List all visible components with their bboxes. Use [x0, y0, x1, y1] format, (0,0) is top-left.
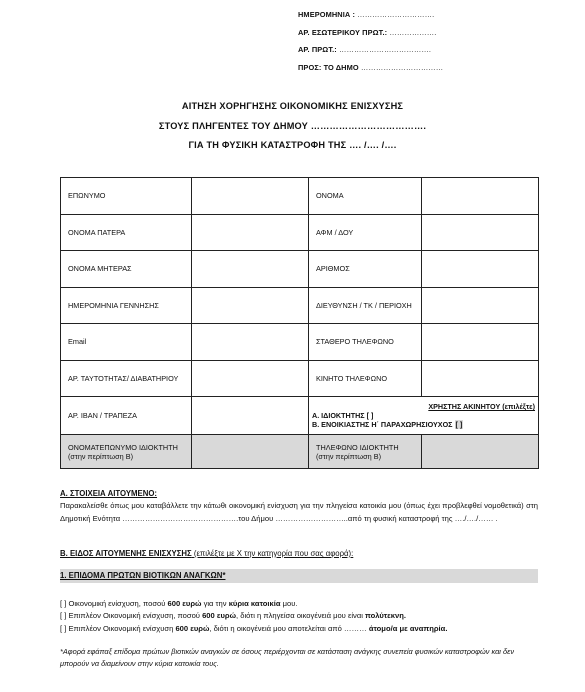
iban-label: ΑΡ. ΙΒΑΝ / ΤΡΑΠΕΖΑ: [61, 397, 192, 435]
table-row: [61, 251, 539, 288]
afm-field[interactable]: [422, 214, 539, 251]
document-title-line2: ΣΤΟΥΣ ΠΛΗΓΕΝΤΕΣ ΤΟΥ ΔΗΜΟΥ ……………………………….: [158, 121, 427, 131]
table-row: [61, 287, 539, 324]
birth-date-label: ΗΜΕΡΟΜΗΝΙΑ ΓΕΝΝΗΣΗΣ: [61, 287, 192, 324]
recipient-label: ΠΡΟΣ: ΤΟ ΔΗΜΟ: [298, 63, 359, 72]
category-1-option-1[interactable]: [60, 599, 298, 608]
document-title-line3: ΓΙΑ ΤΗ ΦΥΣΙΚΗ ΚΑΤΑΣΤΡΟΦΗ ΤΗΣ …. /…. /….: [188, 140, 397, 150]
recipient-value[interactable]: ……………………………: [360, 63, 444, 72]
option-tenant-label: Β. ΕΝΟΙΚΙΑΣΤΗΣ Η΄ ΠΑΡΑΧΩΡΗΣΙΟΥΧΟΣ: [312, 420, 453, 429]
owner-phone-label: [309, 435, 422, 469]
protocol-label: ΑΡ. ΠΡΩΤ.:: [298, 45, 337, 54]
address-label: ΔΙΕΥΘΥΝΣΗ / ΤΚ / ΠΕΡΙΟΧΗ: [309, 287, 422, 324]
option-owner-checkbox[interactable]: [ ]: [366, 411, 374, 420]
id-number-label: ΑΡ. ΤΑΥΤΟΤΗΤΑΣ/ ΔΙΑΒΑΤΗΡΙΟΥ: [61, 360, 192, 397]
name-field[interactable]: [422, 178, 539, 215]
mobile-label: ΚΙΝΗΤΟ ΤΗΛΕΦΩΝΟ: [309, 360, 422, 397]
table-row: [61, 324, 539, 361]
option-3-mid: , διότι η οικογένειά μου αποτελείται από ………: [209, 624, 369, 633]
option-1-amount: 600 ευρώ: [167, 599, 202, 608]
mother-name-field[interactable]: [192, 251, 309, 288]
section-b-heading: [60, 549, 353, 558]
option-owner-label: Α. ΙΔΙΟΚΤΗΤΗΣ: [312, 411, 365, 420]
option-3-text: [ ] Επιπλέον Οικονομική ενίσχυση: [60, 624, 176, 633]
option-1-end: μου.: [280, 599, 298, 608]
number-label: ΑΡΙΘΜΟΣ: [309, 251, 422, 288]
category-1-heading: 1. ΕΠΙΔΟΜΑ ΠΡΩΤΩΝ ΒΙΟΤΙΚΩΝ ΑΝΑΓΚΩΝ*: [60, 569, 538, 583]
option-2-amount: 600 ευρώ: [202, 611, 236, 620]
father-name-field[interactable]: [192, 214, 309, 251]
father-name-label: ΟΝΟΜΑ ΠΑΤΕΡΑ: [61, 214, 192, 251]
landline-field[interactable]: [422, 324, 539, 361]
surname-field[interactable]: [192, 178, 309, 215]
protocol-value[interactable]: ……………………………….: [339, 45, 432, 54]
email-field[interactable]: [192, 324, 309, 361]
owner-fullname-label-line1: ΟΝΟΜΑΤΕΠΩΝΥΜΟ ΙΔΙΟΚΤΗΤΗ: [68, 442, 178, 452]
owner-fullname-label: [61, 435, 192, 469]
internal-protocol-line: [298, 28, 436, 37]
id-number-field[interactable]: [192, 360, 309, 397]
date-label: ΗΜΕΡΟΜΗΝΙΑ :: [298, 10, 356, 19]
property-user-cell: [309, 397, 539, 435]
internal-protocol-value[interactable]: ……………….: [389, 28, 437, 37]
category-1-option-3[interactable]: [60, 624, 447, 633]
category-1-option-2[interactable]: [60, 611, 406, 620]
owner-phone-label-line2: (στην περίπτωση Β): [316, 451, 382, 461]
internal-protocol-label: ΑΡ. ΕΣΩΤΕΡΙΚΟΥ ΠΡΩΤ.:: [298, 28, 388, 37]
table-row: [61, 360, 539, 397]
option-3-bold: άτομο/α με αναπηρία.: [368, 624, 448, 633]
table-row: [61, 435, 539, 469]
document-title-line1: ΑΙΤΗΣΗ ΧΟΡΗΓΗΣΗΣ ΟΙΚΟΝΟΜΙΚΗΣ ΕΝΙΣΧΥΣΗΣ: [181, 101, 404, 111]
mobile-field[interactable]: [422, 360, 539, 397]
category-1-footnote: *Αφορά εφάπαξ επίδομα πρώτων βιοτικών αναγκών σε όσους περιέρχονται σε κατάσταση ανάγκης συνεπεία φυσικών καταστροφών και δεν μπορούν να διαμείνουν στην κύρια κατοικία τους.: [60, 647, 515, 668]
number-field[interactable]: [422, 251, 539, 288]
applicant-form-table: [60, 177, 539, 469]
option-2-text: [ ] Επιπλέον Οικονομική ενίσχυση, ποσού: [60, 611, 203, 620]
owner-phone-label-line1: ΤΗΛΕΦΩΝΟ ΙΔΙΟΚΤΗΤΗ: [316, 442, 399, 452]
birth-date-field[interactable]: [192, 287, 309, 324]
section-a-heading: Α. ΣΤΟΙΧΕΙΑ ΑΙΤΟΥΜΕΝΟ:: [60, 489, 158, 498]
protocol-line: [298, 45, 431, 54]
date-value[interactable]: ………………………….: [357, 10, 435, 19]
date-line: [298, 10, 434, 19]
landline-label: ΣΤΑΘΕΡΟ ΤΗΛΕΦΩΝΟ: [309, 324, 422, 361]
owner-fullname-field[interactable]: [192, 435, 309, 469]
afm-label: ΑΦΜ / ΔΟΥ: [309, 214, 422, 251]
table-row: [61, 178, 539, 215]
option-2-bold: πολύτεκνη.: [365, 611, 406, 620]
option-owner[interactable]: [312, 411, 538, 420]
option-tenant-checkbox[interactable]: [ ]: [455, 420, 463, 429]
option-1-bold: κύρια κατοικία: [228, 599, 281, 608]
option-1-mid: για την: [201, 599, 229, 608]
section-a-text: Παρακαλείσθε όπως μου καταβάλλετε την κάτωθι οικονομική ενίσχυση για την πληγείσα κατοικία μου (όπως έχει προβλεφθεί νομοθετικά) στη Δημοτική Ενότητα ……………………………………….του Δήμου ………………………..από τη φυσική καταστροφή της …./…./…… .: [60, 501, 538, 523]
section-b-title: Β. ΕΙΔΟΣ ΑΙΤΟΥΜΕΝΗΣ ΕΝΙΣΧΥΣΗΣ: [60, 549, 192, 558]
option-3-amount: 600 ευρώ: [175, 624, 210, 633]
option-tenant[interactable]: [312, 420, 538, 429]
owner-fullname-label-line2: (στην περίπτωση Β): [68, 451, 134, 461]
property-user-title: ΧΡΗΣΤΗΣ ΑΚΙΝΗΤΟΥ (επιλέξτε): [428, 402, 535, 411]
email-label: Email: [61, 324, 192, 361]
option-1-text: [ ] Οικονομική ενίσχυση, ποσού: [60, 599, 168, 608]
recipient-line: [298, 63, 443, 72]
table-row: [61, 397, 539, 435]
option-2-mid: , διότι η πληγείσα οικογένειά μου είναι: [236, 611, 366, 620]
mother-name-label: ΟΝΟΜΑ ΜΗΤΕΡΑΣ: [61, 251, 192, 288]
name-label: ΟΝΟΜΑ: [309, 178, 422, 215]
owner-phone-field[interactable]: [422, 435, 539, 469]
section-b-note: (επιλέξτε με Χ την κατηγορία που σας αφορά):: [191, 549, 354, 558]
address-field[interactable]: [422, 287, 539, 324]
table-row: [61, 214, 539, 251]
surname-label: ΕΠΩΝΥΜΟ: [61, 178, 192, 215]
iban-field[interactable]: [192, 397, 309, 435]
